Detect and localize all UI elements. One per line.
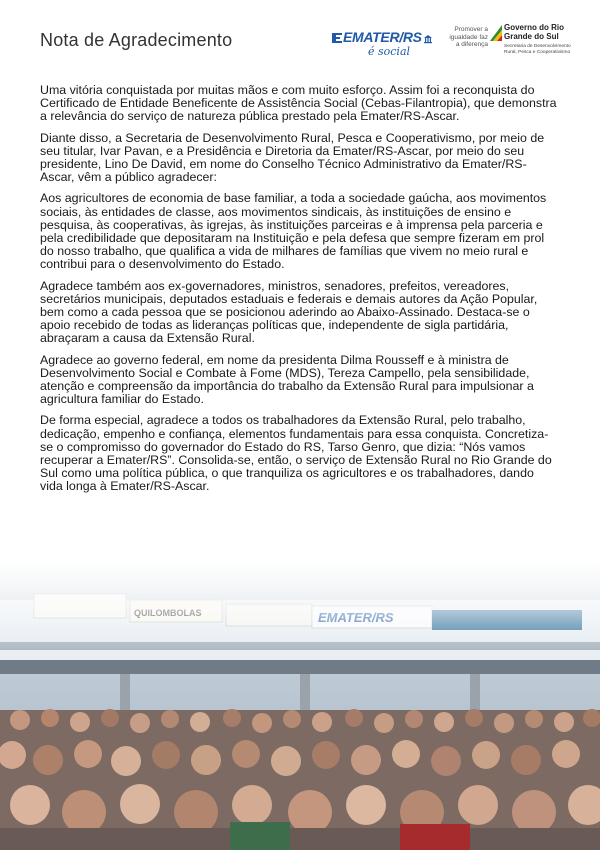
gov-secretariat: Secretaria de Desenvolvimento Rural, Pesca e Cooperativismo xyxy=(504,44,571,55)
gov-name: Governo do Rio Grande do Sul xyxy=(504,23,564,41)
building-icon xyxy=(423,34,433,44)
paragraph: Uma vitória conquistada por muitas mãos e com muito esforço. Assim foi a reconquista do Certificado de Entidade Beneficente de Assistência Social (Cebas-Filantropia), que demonstra a relevância do serviço de natureza pública prestado pela Emater/RS-Ascar. xyxy=(40,83,557,124)
paragraph: Aos agricultores de economia de base familiar, a toda a sociedade gaúcha, aos movimentos sociais, às entidades de classe, aos movimentos sindicais, às instituições de ensino e pesquisa, às cooperativas, às igrejas, às instituições parceiras e à imprensa pela parceria e pela credibilidade que depositaram na Instituição e pela defesa que sempre fizeram em prol do nosso trabalho, que qualifica a vida de milhares de famílias que vivem no meio rural e contribui para o desenvolvimento do Estado. xyxy=(40,191,547,272)
government-logo xyxy=(489,22,569,62)
emater-logo-text: EMATER/RS xyxy=(343,29,422,45)
paragraph: Diante disso, a Secretaria de Desenvolvimento Rural, Pesca e Cooperativismo, por meio de seu titular, Ivar Pavan, e a Presidência e Diretoria da Emater/RS-Ascar, por meio do seu presidente, Lino De David, em nome do Conselho Técnico Administrativo da Emater/RS-Ascar, vêm a público agradecer: xyxy=(40,130,545,185)
paragraph: De forma especial, agradece a todos os trabalhadores da Extensão Rural, pelo trabalho, dedicação, empenho e confiança, elementos fundamentais para essa conquista. Concretiza-se o compromisso do governador do Estado do RS, Tarso Genro, que dizia: “Nós vamos recuperar a Emater/RS”. Consolida-se, então, o serviço de Extensão Rural no Rio Grande do Sul como uma política pública, o que tranquiliza os agricultores e os trabalhadores, dando vida longa à Emater/RS-Ascar. xyxy=(40,413,552,494)
emater-logo xyxy=(332,30,432,62)
page-title: Nota de Agradecimento xyxy=(40,30,233,50)
promo-text: Promover a igualdade faz a diferença xyxy=(449,26,488,48)
paragraph: Agradece também aos ex-governadores, ministros, senadores, prefeitos, vereadores, secretários municipais, deputados estaduais e federais e demais autores da Ação Popular, bem como a cada pessoa que se posicionou aderindo ao Abaixo-Assinado. Destaca-se o apoio recebido de todas as lideranças políticas que, independente de sigla partidária, abraçaram a causa da Extensão Rural. xyxy=(40,278,538,346)
paragraph: Agradece ao governo federal, em nome da presidenta Dilma Rousseff e à ministra de Desenvolvimento Social e Combate à Fome (MDS), Tereza Campello, pela sensibilidade, atenção e compreensão da importância do trabalho da Extensão Rural para impulsionar a agricultura familiar do Estado. xyxy=(40,352,534,407)
crowd-photo xyxy=(0,560,600,850)
letter-body xyxy=(40,84,560,502)
header xyxy=(0,0,600,70)
emater-tagline: é social xyxy=(368,45,411,58)
rs-flag-icon xyxy=(489,24,503,42)
